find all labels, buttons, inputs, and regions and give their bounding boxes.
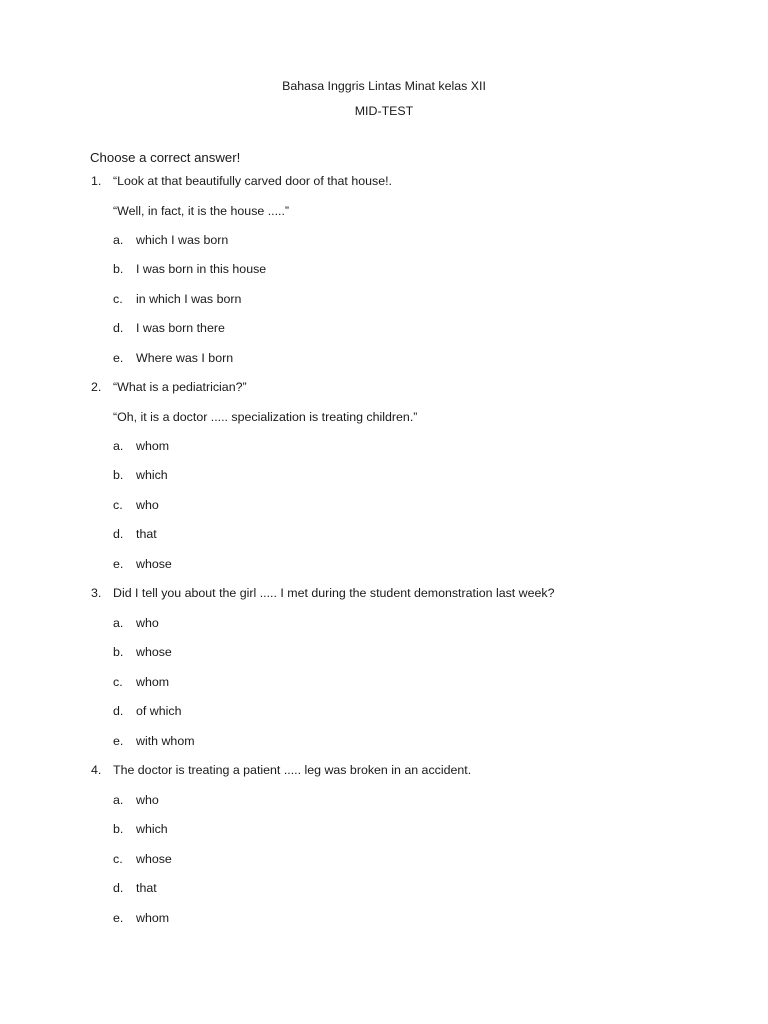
question-text: “Look at that beautifully carved door of that house!. — [113, 174, 392, 188]
question-subtext: “Well, in fact, it is the house .....” — [113, 204, 290, 218]
option-letter: d. — [113, 321, 124, 336]
option-letter: d. — [113, 881, 124, 896]
question-number: 4. — [91, 763, 102, 777]
option-letter: d. — [113, 527, 124, 542]
question-subtext: “Oh, it is a doctor ..... specialization is treating children.” — [113, 410, 418, 424]
option-text: whom — [136, 674, 170, 689]
option-text: which I was born — [136, 233, 229, 247]
option-letter: e. — [113, 910, 124, 925]
option-letter: b. — [113, 822, 124, 837]
question-text: “What is a pediatrician?” — [113, 380, 247, 394]
option-text: whose — [136, 645, 172, 660]
option-text: with whom — [136, 733, 195, 748]
option-letter: e. — [113, 733, 124, 748]
question-number: 2. — [91, 380, 102, 394]
option-letter: b. — [113, 468, 124, 483]
option-text: I was born there — [136, 321, 225, 336]
option-text: I was born in this house — [136, 262, 267, 277]
document-title: Bahasa Inggris Lintas Minat kelas XII — [282, 79, 486, 93]
option-letter: c. — [113, 291, 123, 306]
option-text: that — [136, 881, 157, 896]
option-text: who — [136, 793, 159, 807]
option-letter: d. — [113, 704, 124, 719]
question-number: 1. — [91, 174, 102, 188]
question-text: Did I tell you about the girl ..... I met during the student demonstration last week? — [113, 586, 555, 600]
option-text: whose — [136, 556, 172, 571]
option-text: whom — [136, 910, 170, 925]
option-text: which — [136, 468, 168, 483]
option-text: whose — [136, 851, 172, 866]
option-text: of which — [136, 704, 182, 719]
option-text: who — [136, 497, 159, 512]
option-letter: a. — [113, 439, 124, 453]
option-letter: c. — [113, 851, 123, 866]
option-letter: e. — [113, 350, 124, 365]
option-letter: a. — [113, 793, 124, 807]
question-text: The doctor is treating a patient ..... leg was broken in an accident. — [113, 763, 472, 777]
option-text: that — [136, 527, 157, 542]
option-text: Where was I born — [136, 350, 234, 365]
option-text: who — [136, 616, 159, 630]
option-letter: b. — [113, 262, 124, 277]
option-text: which — [136, 822, 168, 837]
option-text: whom — [136, 439, 170, 453]
instruction-text: Choose a correct answer! — [90, 150, 241, 165]
option-letter: a. — [113, 616, 124, 630]
option-letter: e. — [113, 556, 124, 571]
option-letter: b. — [113, 645, 124, 660]
option-letter: c. — [113, 674, 123, 689]
option-letter: c. — [113, 497, 123, 512]
option-text: in which I was born — [136, 291, 242, 306]
question-number: 3. — [91, 586, 102, 600]
document-subtitle: MID-TEST — [354, 104, 414, 118]
option-letter: a. — [113, 233, 124, 247]
